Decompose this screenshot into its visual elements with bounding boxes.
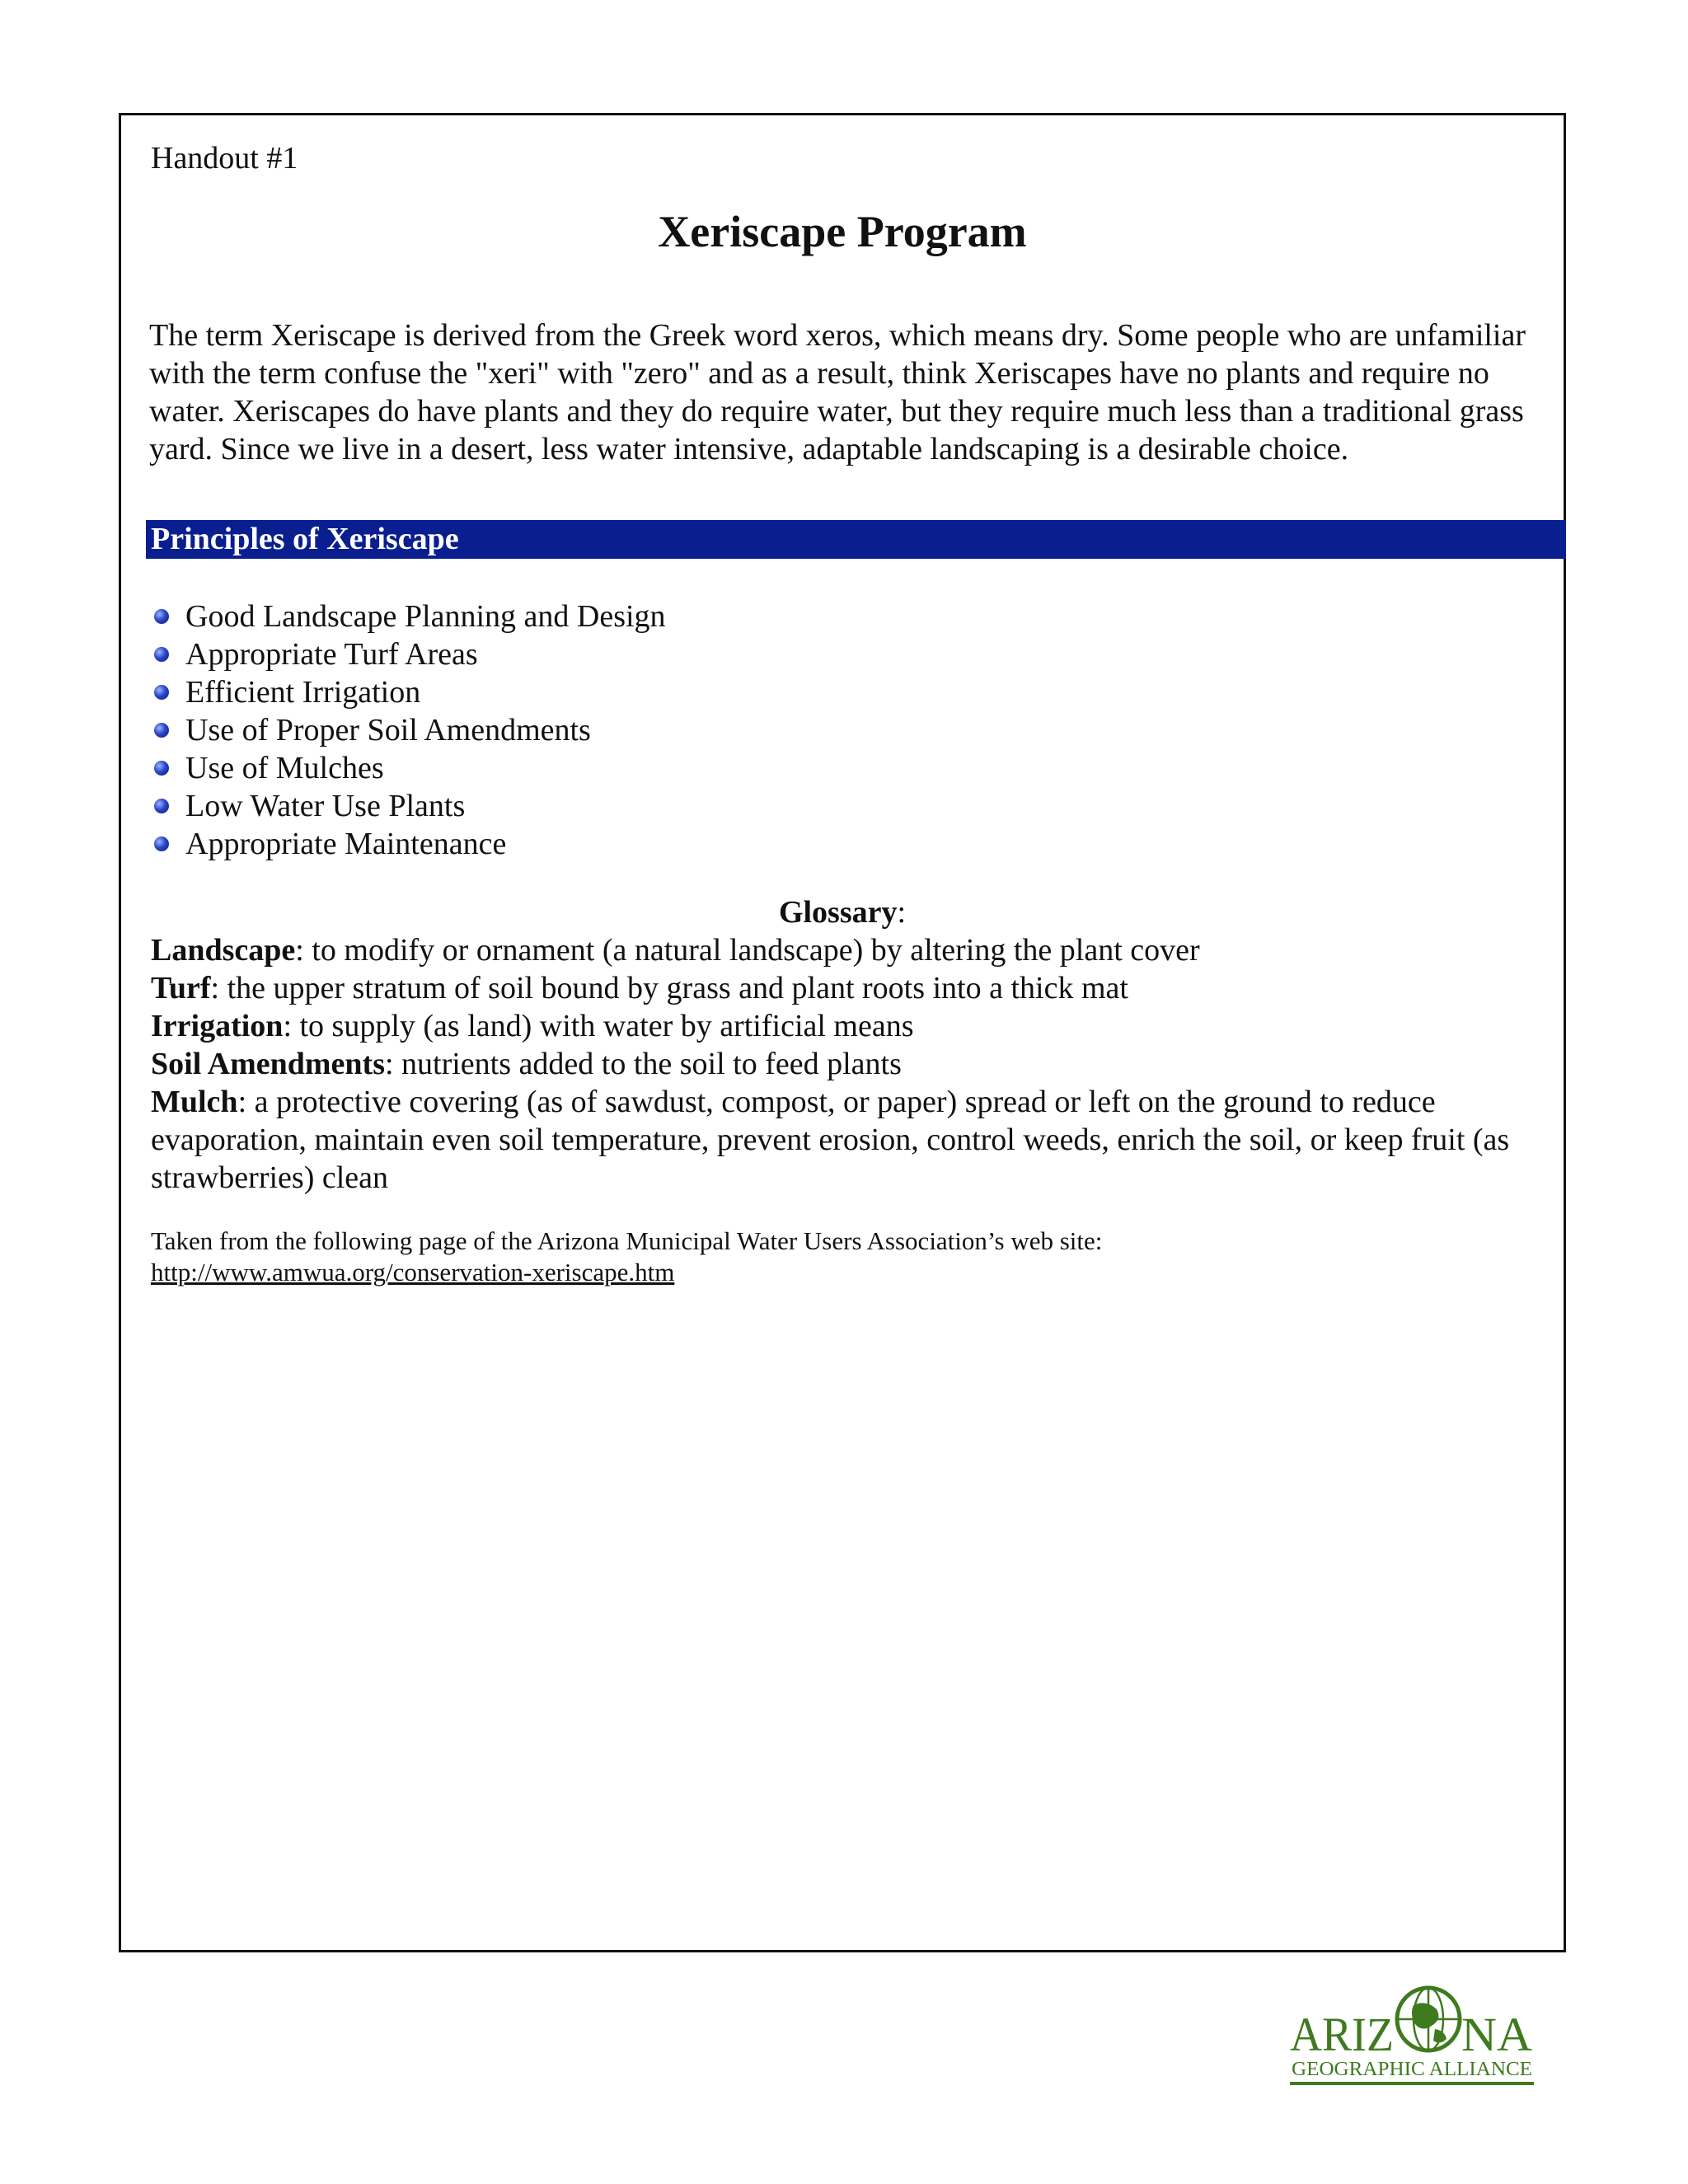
glossary-definition: : to modify or ornament (a natural landscape) by altering the plant cover (295, 933, 1200, 968)
page-title: Xeriscape Program (658, 207, 1027, 256)
handout-frame (119, 113, 1566, 1952)
list-item: Use of Proper Soil Amendments (154, 711, 666, 749)
bullet-icon (154, 723, 169, 738)
glossary-entry (151, 1045, 1568, 1083)
list-item: Appropriate Turf Areas (154, 635, 666, 673)
svg-text:NA: NA (1461, 2008, 1533, 2061)
list-item: Good Landscape Planning and Design (154, 598, 666, 635)
bullet-icon (154, 837, 169, 851)
glossary-list (151, 931, 1568, 1197)
arizona-geographic-alliance-logo (1290, 1968, 1537, 2092)
svg-text:GEOGRAPHIC ALLIANCE: GEOGRAPHIC ALLIANCE (1292, 2059, 1532, 2080)
glossary-term: Landscape (151, 933, 296, 968)
handout-number: Handout #1 (151, 141, 298, 176)
list-item: Use of Mulches (154, 749, 666, 787)
glossary-term: Soil Amendments (151, 1047, 385, 1081)
glossary-term: Irrigation (151, 1009, 284, 1043)
glossary-term: Turf (151, 971, 211, 1005)
bullet-icon (154, 761, 169, 776)
source-link[interactable]: http://www.amwua.org/conservation-xeriscape.htm (151, 1258, 675, 1286)
glossary-entry (151, 1083, 1568, 1197)
source-note (151, 1226, 1552, 1288)
bullet-icon (154, 685, 169, 700)
list-item: Appropriate Maintenance (154, 825, 666, 863)
glossary-entry (151, 931, 1568, 969)
glossary-definition: : to supply (as land) with water by artificial means (283, 1009, 914, 1043)
glossary-term: Mulch (151, 1085, 238, 1119)
svg-text:ARIZ: ARIZ (1290, 2008, 1394, 2061)
bullet-icon (154, 609, 169, 624)
bullet-icon (154, 799, 169, 813)
glossary-entry (151, 969, 1568, 1007)
intro-paragraph: The term Xeriscape is derived from the Greek word xeros, which means dry. Some people who are unfamiliar with the term confuse the "xeri" with "zero" and as a result, think Xeriscapes have no plants and require no water. Xeriscapes do have plants and they do require water, but they require much less than a traditional grass yard. Since we live in a desert, less water intensive, adaptable landscaping is a desirable choice. (149, 318, 1526, 466)
glossary-entry (151, 1007, 1568, 1045)
bullet-icon (154, 647, 169, 662)
list-item: Efficient Irrigation (154, 673, 666, 711)
principles-heading-bar (146, 520, 1566, 559)
principles-heading: Principles of Xeriscape (151, 522, 459, 556)
source-text: Taken from the following page of the Arizona Municipal Water Users Association’s web site: (151, 1226, 1103, 1255)
principles-list (154, 598, 666, 863)
glossary-heading: Glossary: (778, 895, 907, 930)
glossary-definition: : the upper stratum of soil bound by grass and plant roots into a thick mat (210, 971, 1128, 1005)
glossary-definition: : nutrients added to the soil to feed plants (384, 1047, 902, 1081)
list-item: Low Water Use Plants (154, 787, 666, 825)
glossary-definition: : a protective covering (as of sawdust, compost, or paper) spread or left on the ground to reduce evaporation, maintain even soil temperature, prevent erosion, control weeds, enrich the soil, or keep fruit (as strawberries) clean (151, 1085, 1510, 1195)
globe-icon (1397, 1988, 1460, 2050)
